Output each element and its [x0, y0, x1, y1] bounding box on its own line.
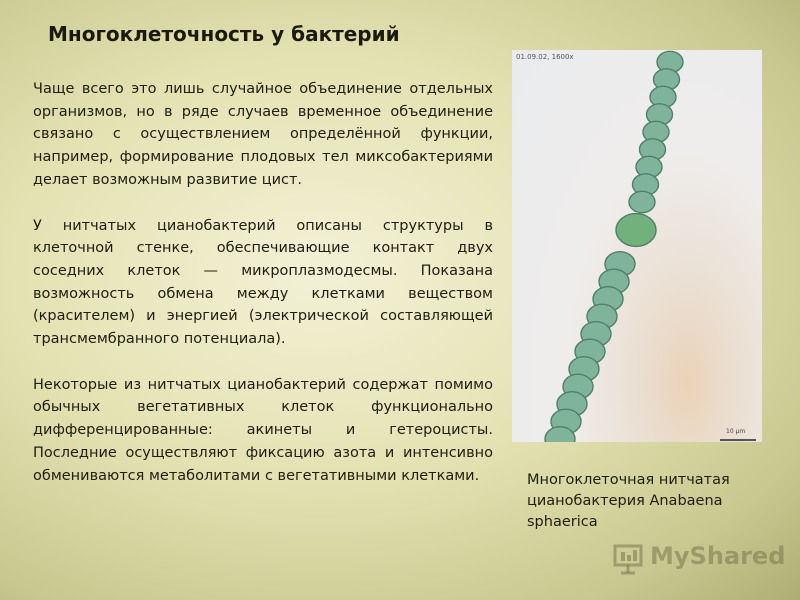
- vegetative-cell: [629, 191, 655, 212]
- micrograph-stamp: 01.09.02, 1600x: [516, 53, 574, 61]
- micrograph-image: [512, 50, 762, 442]
- heterocyst-cell: [616, 214, 656, 247]
- body-text: [33, 78, 493, 510]
- scale-bar: [720, 439, 756, 441]
- presentation-logo-icon: [612, 542, 646, 576]
- logo-text: MyShared: [650, 542, 786, 570]
- anabaena-filament: [512, 50, 762, 442]
- paragraph-2: У нитчатых цианобактерий описаны структуры в клеточной стенке, обеспечивающие контакт двух соседних клеток — микроплазмодесмы. Показана возможность обмена между клетками веществом (красителем) и энергией (электрической составляющей трансмембранного потенциала).: [33, 217, 493, 348]
- paragraph-3: Некоторые из нитчатых цианобактерий содержат помимо обычных вегетативных клеток функционально дифференцированные: акинеты и гетероцисты. Последние осуществляют фиксацию азота и интенсивно обмениваются метаболитами с вегетативными клетками.: [33, 376, 493, 484]
- myshared-logo: [610, 540, 786, 576]
- paragraph-1: Чаще всего это лишь случайное объединение отдельных организмов, но в ряде случаев временное объединение связано с осуществлением определённой функции, например, формирование плодовых тел миксобактериями делает возможным развитие цист.: [33, 81, 493, 188]
- image-caption: Многоклеточная нитчатая цианобактерия Anabaena sphaerica: [527, 472, 730, 530]
- slide-title: Многоклеточность у бактерий: [48, 22, 400, 46]
- scale-bar-label: 10 µm: [726, 428, 746, 435]
